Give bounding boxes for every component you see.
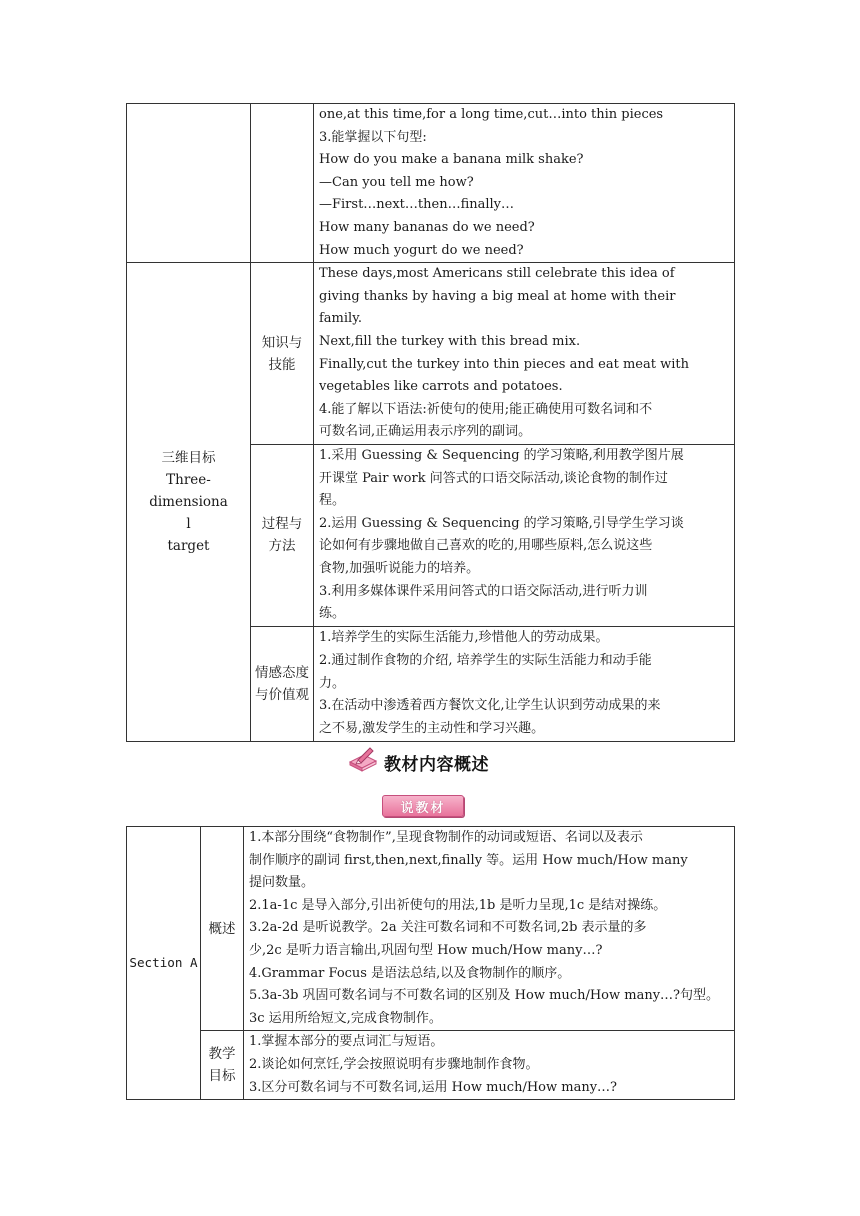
row-label-attitude bbox=[251, 662, 313, 706]
row-content-cell bbox=[314, 263, 735, 445]
row-label-knowledge bbox=[251, 332, 313, 376]
text-line: 2.谈论如何烹饪,学会按照说明有步骤地制作食物。 bbox=[249, 1056, 539, 1072]
row-content-cell bbox=[314, 444, 735, 626]
text-line: 三维目标 bbox=[161, 450, 216, 467]
text-line: 少,2c 是听力语言输出,巩固句型 How much/How many…? bbox=[249, 942, 603, 958]
text-line: 2.1a-1c 是导入部分,引出祈使句的用法,1b 是听力呈现,1c 是结对操练。 bbox=[249, 897, 667, 913]
table-row bbox=[127, 1031, 735, 1100]
text-line: 3.利用多媒体课件采用问答式的口语交际活动,进行听力训 bbox=[319, 583, 648, 599]
row-content-cell bbox=[244, 1031, 735, 1100]
text-line: 力。 bbox=[319, 675, 346, 691]
text-line: —Can you tell me how? bbox=[319, 174, 474, 190]
row-label-cell bbox=[201, 827, 244, 1031]
text-line: 3.2a-2d 是听说教学。2a 关注可数名词和不可数名词,2b 表示量的多 bbox=[249, 920, 647, 936]
section-title: 教材内容概述 bbox=[384, 754, 489, 775]
text-line: 4.Grammar Focus 是语法总结,以及食物制作的顺序。 bbox=[249, 965, 571, 981]
text-line: 之不易,激发学生的主动性和学习兴趣。 bbox=[319, 720, 545, 736]
teaching-goals-text bbox=[244, 1031, 734, 1099]
row-label-cell bbox=[251, 263, 314, 445]
text-line: Next,fill the turkey with this bread mix. bbox=[319, 333, 581, 349]
text-line: 过程与 bbox=[261, 516, 303, 533]
text-line: 4.能了解以下语法:祈使句的使用;能正确使用可数名词和不 bbox=[319, 401, 653, 417]
text-line: vegetables like carrots and potatoes. bbox=[319, 379, 563, 395]
row-label-cell bbox=[251, 626, 314, 741]
text-line: 可数名词,正确运用表示序列的副词。 bbox=[319, 424, 532, 440]
text-line: 1.本部分围绕“食物制作”,呈现食物制作的动词或短语、名词以及表示 bbox=[249, 830, 643, 845]
attitude-values-text bbox=[314, 627, 734, 740]
category-label bbox=[127, 447, 250, 557]
text-line: one,at this time,for a long time,cut…into thin pieces bbox=[319, 107, 664, 122]
objectives-table bbox=[126, 103, 735, 742]
text-line: 目标 bbox=[208, 1068, 236, 1085]
row-content-cell bbox=[314, 626, 735, 741]
text-line: 教学 bbox=[208, 1046, 236, 1063]
text-line: Finally,cut the turkey into thin pieces and eat meat with bbox=[319, 356, 689, 372]
table-row bbox=[127, 104, 735, 263]
section-label-cell bbox=[127, 827, 201, 1100]
section-badge bbox=[382, 795, 464, 817]
text-line: 制作顺序的副词 first,then,next,finally 等。运用 How much/How many bbox=[249, 852, 688, 868]
text-line: 2.通过制作食物的介绍, 培养学生的实际生活能力和动手能 bbox=[319, 653, 652, 669]
category-cell bbox=[127, 263, 251, 742]
knowledge-skills-text bbox=[314, 263, 734, 444]
text-line: giving thanks by having a big meal at home with their bbox=[319, 288, 676, 304]
text-line: 1.掌握本部分的要点词汇与短语。 bbox=[249, 1034, 444, 1050]
text-line: 技能 bbox=[268, 356, 296, 373]
row-content-cell bbox=[244, 827, 735, 1031]
text-line: 1.采用 Guessing & Sequencing 的学习策略,利用教学图片展 bbox=[319, 448, 684, 464]
text-line: 3.区分可数名词与不可数名词,运用 How much/How many…? bbox=[249, 1079, 618, 1095]
text-line: 3.能掌握以下句型: bbox=[319, 129, 427, 145]
text-line: 知识与 bbox=[261, 334, 303, 351]
text-line: 练。 bbox=[319, 606, 346, 622]
row-label-cell bbox=[201, 1031, 244, 1100]
text-line: 开课堂 Pair work 问答式的口语交际活动,谈论食物的制作过 bbox=[319, 470, 668, 486]
text-line: 概述 bbox=[208, 920, 236, 937]
text-line: 食物,加强听说能力的培养。 bbox=[319, 561, 480, 576]
text-line: These days,most Americans still celebrate this idea of bbox=[319, 266, 675, 282]
text-line: 程。 bbox=[319, 493, 346, 509]
row-label-cell bbox=[251, 444, 314, 626]
text-line: 方法 bbox=[268, 538, 296, 555]
empty-label-cell bbox=[251, 104, 314, 263]
text-line: target bbox=[167, 538, 210, 555]
text-line: 论如何有步骤地做自己喜欢的吃的,用哪些原料,怎么说这些 bbox=[319, 538, 653, 554]
process-methods-text bbox=[314, 445, 734, 626]
text-line: 5.3a-3b 巩固可数名词与不可数名词的区别及 How much/How many…?句型。 bbox=[249, 988, 720, 1004]
text-line: How do you make a banana milk shake? bbox=[319, 152, 584, 168]
continuation-cell bbox=[314, 104, 735, 263]
text-line: —First…next…then…finally… bbox=[319, 197, 515, 213]
text-line: Three-dimensiona bbox=[149, 472, 228, 511]
badge-label: 说教材 bbox=[400, 800, 446, 816]
table-row bbox=[127, 263, 735, 445]
text-line: 1.培养学生的实际生活能力,珍惜他人的劳动成果。 bbox=[319, 630, 609, 646]
section-a-table bbox=[126, 826, 735, 1100]
row-label-goals bbox=[201, 1043, 243, 1087]
text-line: How much yogurt do we need? bbox=[319, 242, 524, 258]
text-line: How many bananas do we need? bbox=[319, 219, 535, 235]
section-a-label: Section A bbox=[129, 955, 198, 971]
row-label-overview bbox=[201, 918, 243, 940]
table-row bbox=[127, 827, 735, 1031]
text-line: l bbox=[186, 516, 191, 533]
text-line: family. bbox=[319, 311, 362, 327]
text-line: 情感态度 bbox=[255, 664, 309, 681]
continuation-text bbox=[314, 104, 734, 262]
overview-text bbox=[244, 827, 734, 1030]
text-line: 3.在活动中渗透着西方餐饮文化,让学生认识到劳动成果的来 bbox=[319, 698, 661, 714]
text-line: 2.运用 Guessing & Sequencing 的学习策略,引导学生学习谈 bbox=[319, 515, 684, 531]
text-line: 提问数量。 bbox=[249, 875, 315, 891]
section-heading bbox=[0, 744, 860, 778]
text-line: 与价值观 bbox=[255, 686, 309, 703]
text-line: 3c 运用所给短文,完成食物制作。 bbox=[249, 1010, 442, 1026]
pencil-book-icon bbox=[348, 746, 378, 778]
empty-category-cell bbox=[127, 104, 251, 263]
row-label-process bbox=[251, 513, 313, 557]
